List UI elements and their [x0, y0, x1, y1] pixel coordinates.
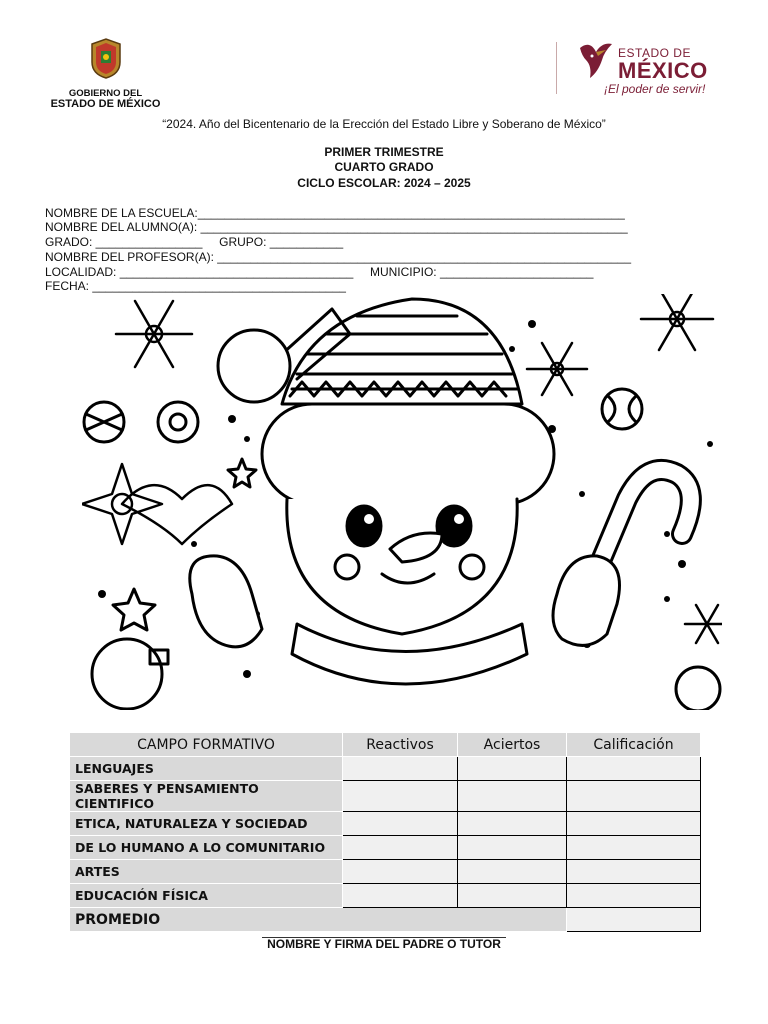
row-label: EDUCACIÓN FÍSICA	[70, 884, 343, 908]
row-label: ETICA, NATURALEZA Y SOCIEDAD	[70, 812, 343, 836]
logo-divider	[556, 42, 557, 94]
calificacion-cell[interactable]	[567, 836, 701, 860]
reactivos-cell[interactable]	[343, 884, 458, 908]
calificacion-cell[interactable]	[567, 860, 701, 884]
state-seal-icon	[86, 36, 126, 80]
promedio-cell[interactable]	[567, 908, 701, 932]
snowman-coloring-illustration	[82, 294, 722, 710]
header-campo-formativo: CAMPO FORMATIVO	[70, 733, 343, 757]
table-row	[70, 781, 701, 812]
header-reactivos: Reactivos	[343, 733, 458, 757]
table-header-row	[70, 733, 701, 757]
reactivos-cell[interactable]	[343, 860, 458, 884]
signature-label: NOMBRE Y FIRMA DEL PADRE O TUTOR	[267, 937, 501, 951]
title-trimestre: PRIMER TRIMESTRE	[324, 145, 444, 159]
table-row	[70, 757, 701, 781]
field-profesor[interactable]: NOMBRE DEL PROFESOR(A): ______________________________________________________________	[45, 250, 632, 264]
table-row	[70, 812, 701, 836]
row-label: LENGUAJES	[70, 757, 343, 781]
aciertos-cell[interactable]	[458, 836, 567, 860]
reactivos-cell[interactable]	[343, 781, 458, 812]
reactivos-cell[interactable]	[343, 812, 458, 836]
table-row	[70, 860, 701, 884]
title-grado: CUARTO GRADO	[334, 160, 434, 174]
row-label: DE LO HUMANO A LO COMUNITARIO	[70, 836, 343, 860]
aciertos-cell[interactable]	[458, 884, 567, 908]
aciertos-cell[interactable]	[458, 757, 567, 781]
reactivos-cell[interactable]	[343, 836, 458, 860]
brand-lema: ¡El poder de servir!	[604, 82, 706, 96]
reactivos-cell[interactable]	[343, 757, 458, 781]
field-alumno[interactable]: NOMBRE DEL ALUMNO(A): ________________________________________________________________	[45, 220, 628, 234]
estado-mexico-logo	[576, 38, 736, 100]
gobierno-logo	[48, 36, 163, 112]
header-calificacion: Calificación	[567, 733, 701, 757]
field-escuela[interactable]: NOMBRE DE LA ESCUELA:________________________________________________________________	[45, 206, 625, 220]
brand-mexico: MÉXICO	[618, 58, 708, 83]
table-row	[70, 836, 701, 860]
gov-line2: ESTADO DE MÉXICO	[50, 98, 161, 110]
brand-estado: ESTADO DE	[618, 46, 691, 60]
title-ciclo: CICLO ESCOLAR: 2024 – 2025	[297, 176, 471, 190]
header-aciertos: Aciertos	[458, 733, 567, 757]
field-grado-grupo[interactable]: GRADO: ________________ GRUPO: ___________	[45, 235, 344, 249]
snowman-drawing	[82, 294, 722, 710]
year-motto: “2024. Año del Bicentenario de la Erección del Estado Libre y Soberano de México”	[162, 117, 606, 131]
promedio-row	[70, 908, 701, 932]
calificacion-cell[interactable]	[567, 884, 701, 908]
grades-table	[69, 732, 701, 932]
field-fecha[interactable]: FECHA: ______________________________________	[45, 279, 346, 293]
row-label: SABERES Y PENSAMIENTO CIENTIFICO	[70, 781, 343, 812]
calificacion-cell[interactable]	[567, 812, 701, 836]
aciertos-cell[interactable]	[458, 860, 567, 884]
aciertos-cell[interactable]	[458, 812, 567, 836]
field-localidad-municipio[interactable]: LOCALIDAD: ___________________________________ MUNICIPIO: _______________________	[45, 265, 594, 279]
hummingbird-icon	[576, 38, 618, 84]
promedio-label: PROMEDIO	[70, 908, 567, 932]
gov-line1: GOBIERNO DEL	[68, 88, 143, 99]
aciertos-cell[interactable]	[458, 781, 567, 812]
calificacion-cell[interactable]	[567, 757, 701, 781]
calificacion-cell[interactable]	[567, 781, 701, 812]
row-label: ARTES	[70, 860, 343, 884]
table-row	[70, 884, 701, 908]
